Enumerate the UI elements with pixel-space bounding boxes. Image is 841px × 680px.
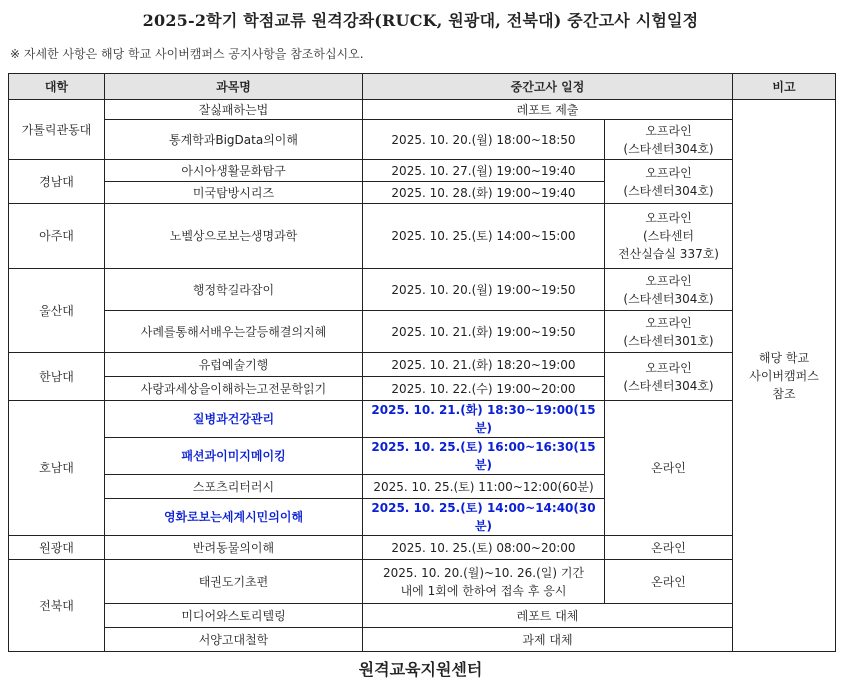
course-cell: 행정학길라잡이 <box>105 269 363 311</box>
course-cell: 태권도기초편 <box>105 560 363 604</box>
method-text: 오프라인 <box>645 273 692 288</box>
notice-text: ※ 자세한 사항은 해당 학교 사이버캠퍼스 공지사항을 참조하십시오. <box>10 47 364 61</box>
course-cell: 통계학과BigData의이해 <box>105 120 363 160</box>
course-cell: 노벨상으로보는생명과학 <box>105 204 363 269</box>
place-text: (스타센터301호) <box>623 333 714 348</box>
remarks-line: 참조 <box>772 386 796 401</box>
header-row <box>9 74 836 100</box>
schedule-cell <box>363 560 605 604</box>
table-row <box>9 160 836 182</box>
schedule-cell: 2025. 10. 22.(수) 19:00~20:00 <box>363 377 605 401</box>
method-cell <box>605 269 733 311</box>
schedule-cell: 2025. 10. 20.(월) 18:00~18:50 <box>363 120 605 160</box>
method-cell <box>605 204 733 269</box>
univ-cell: 호남대 <box>9 401 105 536</box>
table-row <box>9 100 836 120</box>
course-cell: 영화로보는세계시민의이해 <box>105 499 363 536</box>
course-cell: 사랑과세상을이해하는고전문학읽기 <box>105 377 363 401</box>
course-cell: 스포츠리터러시 <box>105 475 363 499</box>
course-cell: 반려동물의이해 <box>105 536 363 560</box>
method-cell: 온라인 <box>605 536 733 560</box>
place-text: (스타센터304호) <box>623 378 714 393</box>
schedule-cell: 2025. 10. 27.(월) 19:00~19:40 <box>363 160 605 182</box>
course-cell: 미디어와스토리텔링 <box>105 604 363 628</box>
table-row <box>9 604 836 628</box>
schedule-cell: 과제 대체 <box>363 628 733 652</box>
method-cell <box>605 160 733 204</box>
place-text: (스타센터304호) <box>623 291 714 306</box>
course-cell: 서양고대철학 <box>105 628 363 652</box>
course-cell: 유럽예술기행 <box>105 353 363 377</box>
schedule-line: 내에 1회에 한하여 접속 후 응시 <box>400 583 567 598</box>
univ-cell: 울산대 <box>9 269 105 353</box>
schedule-cell: 2025. 10. 25.(토) 14:00~15:00 <box>363 204 605 269</box>
method-cell <box>605 353 733 401</box>
schedule-cell: 레포트 제출 <box>363 100 733 120</box>
place-text: (스타센터304호) <box>623 141 714 156</box>
schedule-cell: 2025. 10. 25.(토) 11:00~12:00(60분) <box>363 475 605 499</box>
univ-cell: 한남대 <box>9 353 105 401</box>
course-cell: 잘싫패하는법 <box>105 100 363 120</box>
remarks-cell <box>733 100 836 652</box>
schedule-cell: 2025. 10. 21.(화) 18:30~19:00(15분) <box>363 401 605 438</box>
method-text: 오프라인 <box>645 123 692 138</box>
place-text: 전산실습실 337호) <box>618 247 719 261</box>
schedule-cell: 2025. 10. 20.(월) 19:00~19:50 <box>363 269 605 311</box>
method-cell: 온라인 <box>605 560 733 604</box>
course-cell: 질병과건강관리 <box>105 401 363 438</box>
schedule-cell: 2025. 10. 28.(화) 19:00~19:40 <box>363 182 605 204</box>
table-row <box>9 353 836 377</box>
method-cell: 온라인 <box>605 401 733 536</box>
exam-schedule-table <box>8 73 836 652</box>
univ-cell: 아주대 <box>9 204 105 269</box>
univ-cell: 원광대 <box>9 536 105 560</box>
method-text: 오프라인 <box>645 165 692 180</box>
place-text: (스타센터 <box>642 229 695 243</box>
place-text: (스타센터304호) <box>623 183 714 198</box>
course-cell: 사례를통해서배우는갈등해결의지혜 <box>105 311 363 353</box>
footer-text: 원격교육지원센터 <box>358 660 483 679</box>
schedule-cell: 2025. 10. 21.(화) 19:00~19:50 <box>363 311 605 353</box>
header-univ: 대학 <box>9 74 105 100</box>
course-cell: 미국탐방시리즈 <box>105 182 363 204</box>
method-text: 오프라인 <box>645 315 692 330</box>
schedule-cell: 레포트 대체 <box>363 604 733 628</box>
table-row <box>9 311 836 353</box>
schedule-cell: 2025. 10. 25.(토) 08:00~20:00 <box>363 536 605 560</box>
univ-cell: 전북대 <box>9 560 105 652</box>
table-row <box>9 269 836 311</box>
header-course: 과목명 <box>105 74 363 100</box>
table-row <box>9 560 836 604</box>
header-schedule: 중간고사 일정 <box>363 74 733 100</box>
remarks-line: 해당 학교 <box>758 350 810 365</box>
schedule-cell: 2025. 10. 25.(토) 16:00~16:30(15분) <box>363 438 605 475</box>
remarks-line: 사이버캠퍼스 <box>749 368 819 383</box>
table-row <box>9 536 836 560</box>
univ-cell: 경남대 <box>9 160 105 204</box>
method-text: 오프라인 <box>645 360 692 375</box>
header-note: 비고 <box>733 74 836 100</box>
course-cell: 패션과이미지메이킹 <box>105 438 363 475</box>
schedule-line: 2025. 10. 20.(월)~10. 26.(일) 기간 <box>382 565 585 580</box>
course-cell: 아시아생활문화탐구 <box>105 160 363 182</box>
schedule-cell: 2025. 10. 21.(화) 18:20~19:00 <box>363 353 605 377</box>
univ-cell: 가톨릭관동대 <box>9 100 105 160</box>
method-text: 오프라인 <box>645 211 692 225</box>
method-cell <box>605 311 733 353</box>
page-title: 2025-2학기 학점교류 원격강좌(RUCK, 원광대, 전북대) 중간고사 시험일정 <box>142 11 699 30</box>
table-row <box>9 204 836 269</box>
table-row <box>9 120 836 160</box>
table-row <box>9 628 836 652</box>
table-row <box>9 401 836 438</box>
method-cell <box>605 120 733 160</box>
schedule-cell: 2025. 10. 25.(토) 14:00~14:40(30분) <box>363 499 605 536</box>
